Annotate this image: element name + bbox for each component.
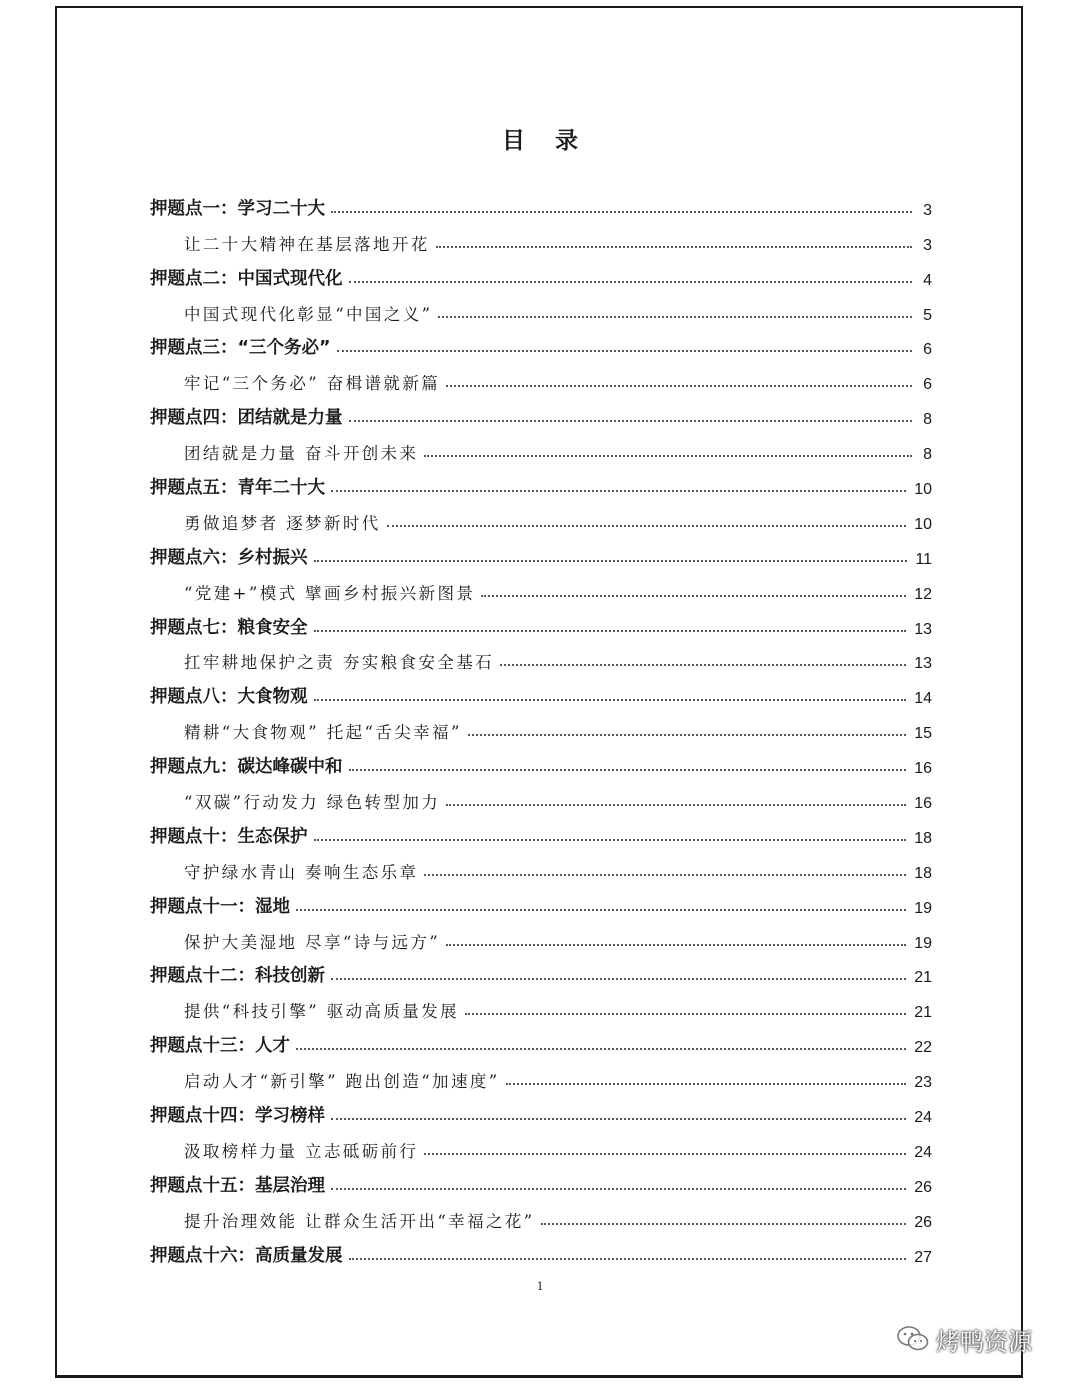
dot-leader <box>500 664 906 666</box>
toc-entry-section[interactable] <box>150 1092 932 1127</box>
toc-entry-page: 15 <box>914 725 932 743</box>
dot-leader <box>331 211 912 213</box>
dot-leader <box>314 699 907 701</box>
dot-leader <box>349 1258 907 1260</box>
toc-entry-label: 精耕“大食物观” 托起“舌尖幸福” <box>184 723 462 743</box>
toc-entry-page: 13 <box>914 655 932 673</box>
toc-entry-page: 19 <box>914 899 932 917</box>
toc-entry-page: 23 <box>914 1074 932 1092</box>
toc-entry-page: 26 <box>914 1178 932 1196</box>
toc-entry-label: 押题点十三：人才 <box>150 1036 290 1057</box>
toc-entry-label: 押题点十四：学习榜样 <box>150 1106 325 1127</box>
toc-entry-page: 18 <box>914 864 932 882</box>
dot-leader <box>438 316 912 318</box>
toc-entry-subsection[interactable] <box>150 778 932 813</box>
dot-leader <box>481 595 906 597</box>
toc-entry-subsection[interactable] <box>150 1197 932 1232</box>
toc-entry-label: 勇做追梦者 逐梦新时代 <box>184 513 381 533</box>
toc-entry-label: 中国式现代化彰显“中国之义” <box>184 304 433 324</box>
dot-leader <box>331 490 906 492</box>
toc-entry-page: 10 <box>914 481 932 499</box>
toc-entry-page: 24 <box>914 1109 932 1127</box>
toc-entry-page: 8 <box>923 446 932 464</box>
toc-entry-label: 押题点十一：湿地 <box>150 896 290 917</box>
toc-entry-page: 6 <box>923 376 932 394</box>
toc-entry-section[interactable] <box>150 813 932 848</box>
dot-leader <box>446 804 906 806</box>
toc-entry-section[interactable] <box>150 604 932 639</box>
toc-entry-section[interactable] <box>150 464 932 499</box>
dot-leader <box>387 525 907 527</box>
dot-leader <box>296 909 906 911</box>
dot-leader <box>331 1118 906 1120</box>
toc-entry-page: 24 <box>914 1143 932 1161</box>
toc-entry-label: 押题点九：碳达峰碳中和 <box>150 757 343 778</box>
toc-entry-subsection[interactable] <box>150 848 932 883</box>
toc-entry-page: 21 <box>914 969 932 987</box>
watermark-text: 烤鸭资源 <box>936 1327 1032 1356</box>
toc-entry-page: 22 <box>914 1039 932 1057</box>
dot-leader <box>349 769 907 771</box>
toc-entry-section[interactable] <box>150 394 932 429</box>
toc-entry-page: 13 <box>914 620 932 638</box>
toc-entry-label: “党建+”模式 擘画乡村振兴新图景 <box>184 583 476 603</box>
toc-entry-label: 提升治理效能 让群众生活开出“幸福之花” <box>184 1211 535 1231</box>
dot-leader <box>314 630 907 632</box>
toc-entry-label: 保护大美湿地 尽享“诗与远方” <box>184 932 441 952</box>
toc-entry-section[interactable] <box>150 185 932 220</box>
toc-entry-page: 8 <box>923 411 932 429</box>
dot-leader <box>506 1083 907 1085</box>
toc-entry-subsection[interactable] <box>150 639 932 674</box>
toc-entry-section[interactable] <box>150 743 932 778</box>
toc-entry-subsection[interactable] <box>150 708 932 743</box>
dot-leader <box>424 1153 906 1155</box>
toc-entry-subsection[interactable] <box>150 290 932 325</box>
dot-leader <box>349 420 913 422</box>
toc-entry-section[interactable] <box>150 673 932 708</box>
toc-entry-page: 19 <box>914 934 932 952</box>
wechat-icon <box>896 1325 930 1353</box>
toc-entry-page: 3 <box>923 236 932 254</box>
toc-entry-page: 18 <box>914 829 932 847</box>
toc-entry-section[interactable] <box>150 325 932 360</box>
toc-entry-subsection[interactable] <box>150 1057 932 1092</box>
toc-entry-label: 提供“科技引擎” 驱动高质量发展 <box>184 1002 460 1022</box>
toc-entry-label: 押题点十：生态保护 <box>150 826 308 847</box>
dot-leader <box>337 350 912 352</box>
dot-leader <box>349 281 913 283</box>
toc-entry-label: 团结就是力量 奋斗开创未来 <box>184 444 419 464</box>
toc-entry-label: 守护绿水青山 奏响生态乐章 <box>184 862 419 882</box>
toc-entry-label: 牢记“三个务必” 奋楫谱就新篇 <box>184 374 441 394</box>
toc-entry-section[interactable] <box>150 1232 932 1267</box>
toc-entry-section[interactable] <box>150 1162 932 1197</box>
dot-leader <box>331 1188 906 1190</box>
toc-entry-page: 5 <box>923 306 932 324</box>
toc-entry-label: 押题点十五：基层治理 <box>150 1175 325 1196</box>
toc-entry-subsection[interactable] <box>150 918 932 953</box>
toc-entry-page: 16 <box>914 795 932 813</box>
toc-entry-label: 押题点二：中国式现代化 <box>150 268 343 289</box>
toc-entry-label: 押题点三：“三个务必” <box>150 338 331 359</box>
toc-entry-label: 押题点十二：科技创新 <box>150 966 325 987</box>
dot-leader <box>465 1013 906 1015</box>
toc-entry-subsection[interactable] <box>150 499 932 534</box>
toc-entry-page: 6 <box>923 341 932 359</box>
toc-entry-page: 21 <box>914 1004 932 1022</box>
toc-entry-subsection[interactable] <box>150 429 932 464</box>
dot-leader <box>424 455 912 457</box>
toc-entry-page: 16 <box>914 760 932 778</box>
toc-entry-page: 14 <box>914 690 932 708</box>
toc-entry-section[interactable] <box>150 953 932 988</box>
toc-entry-page: 3 <box>923 201 932 219</box>
toc-entry-page: 26 <box>914 1213 932 1231</box>
toc-entry-label: 启动人才“新引擎” 跑出创造“加速度” <box>184 1072 500 1092</box>
toc-entry-page: 11 <box>915 550 932 568</box>
toc-entry-label: 押题点五：青年二十大 <box>150 478 325 499</box>
toc-entry-page: 10 <box>914 515 932 533</box>
dot-leader <box>424 874 906 876</box>
toc-entry-page: 27 <box>914 1248 932 1266</box>
toc-entry-section[interactable] <box>150 883 932 918</box>
table-of-contents <box>150 185 932 1267</box>
toc-entry-label: 让二十大精神在基层落地开花 <box>184 234 430 254</box>
toc-entry-subsection[interactable] <box>150 987 932 1022</box>
dot-leader <box>436 246 912 248</box>
toc-entry-section[interactable] <box>150 534 932 569</box>
toc-entry-page: 12 <box>914 585 932 603</box>
toc-entry-label: 押题点十六：高质量发展 <box>150 1245 343 1266</box>
toc-entry-label: 押题点六：乡村振兴 <box>150 547 308 568</box>
toc-entry-label: 押题点一：学习二十大 <box>150 198 325 219</box>
toc-entry-subsection[interactable] <box>150 1127 932 1162</box>
toc-title: 目录 <box>502 128 608 154</box>
watermark <box>896 1322 1032 1356</box>
page-number: 1 <box>536 1278 544 1293</box>
toc-entry-subsection[interactable] <box>150 220 932 255</box>
dot-leader <box>446 385 912 387</box>
toc-entry-label: “双碳”行动发力 绿色转型加力 <box>184 793 441 813</box>
dot-leader <box>314 839 907 841</box>
page-bottom-rule <box>55 1375 1023 1378</box>
toc-entry-label: 押题点八：大食物观 <box>150 687 308 708</box>
dot-leader <box>446 944 906 946</box>
toc-entry-section[interactable] <box>150 1022 932 1057</box>
dot-leader <box>331 978 906 980</box>
dot-leader <box>541 1223 907 1225</box>
dot-leader <box>314 560 908 562</box>
toc-entry-subsection[interactable] <box>150 359 932 394</box>
toc-entry-label: 押题点七：粮食安全 <box>150 617 308 638</box>
toc-entry-page: 4 <box>923 271 932 289</box>
dot-leader <box>296 1048 906 1050</box>
dot-leader <box>468 734 906 736</box>
toc-entry-label: 扛牢耕地保护之责 夯实粮食安全基石 <box>184 653 495 673</box>
toc-entry-label: 押题点四：团结就是力量 <box>150 408 343 429</box>
toc-entry-label: 汲取榜样力量 立志砥砺前行 <box>184 1141 419 1161</box>
toc-entry-section[interactable] <box>150 255 932 290</box>
toc-entry-subsection[interactable] <box>150 569 932 604</box>
